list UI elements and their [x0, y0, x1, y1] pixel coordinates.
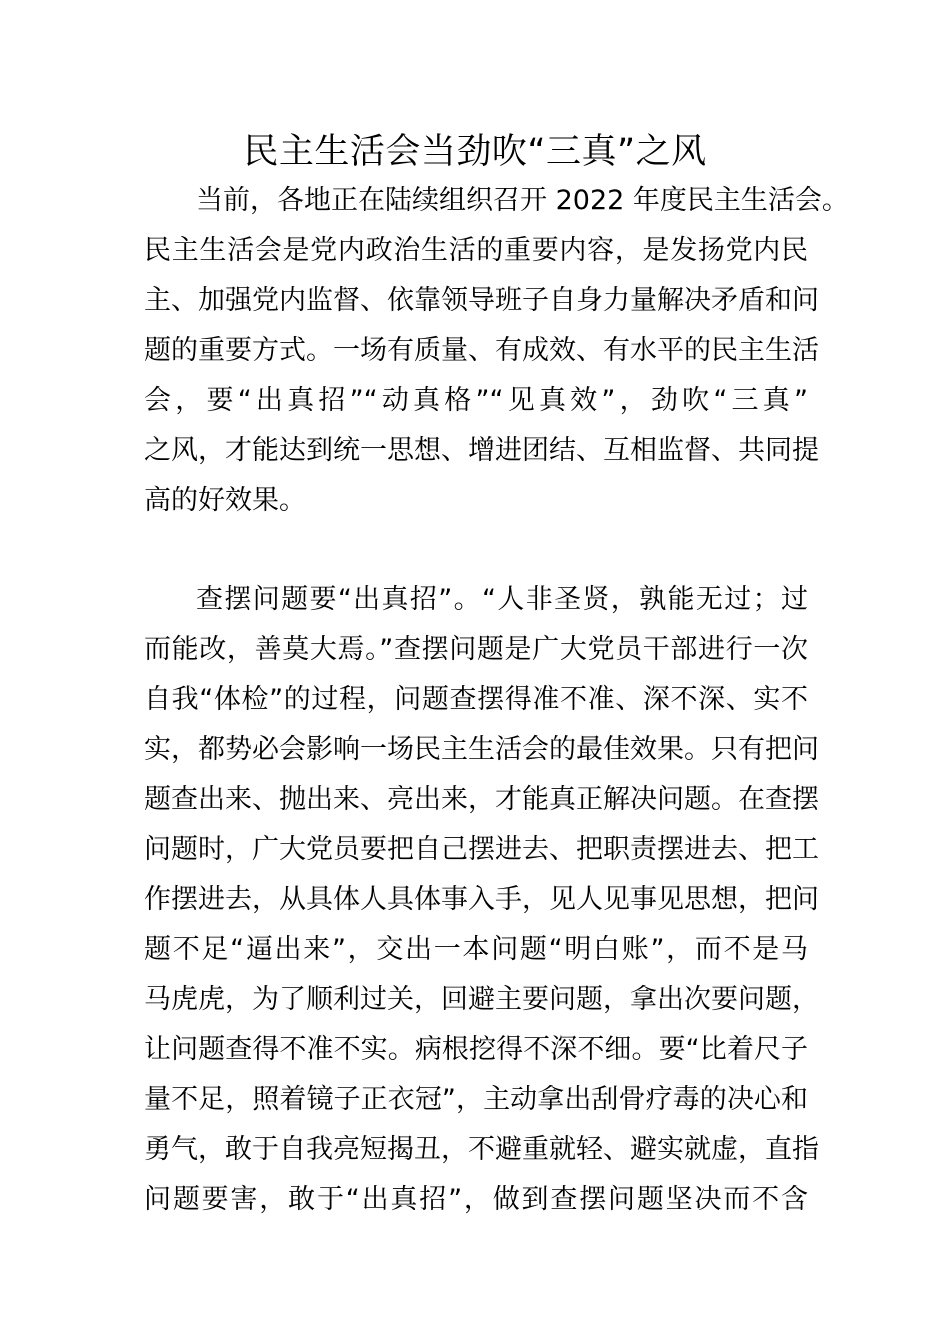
paragraph-line: 而能改，善莫大焉。”查摆问题是广大党员干部进行一次 [144, 634, 808, 665]
paragraph-line: 马虎虎，为了顺利过关，回避主要问题，拿出次要问题， [144, 984, 819, 1015]
paragraph-line: 主、加强党内监督、依靠领导班子自身力量解决矛盾和问 [144, 285, 819, 316]
paragraph-line: 勇气，敢于自我亮短揭丑，不避重就轻、避实就虚，直指 [144, 1134, 819, 1165]
paragraph-line: 让问题查得不准不实。病根挖得不深不细。要“比着尺子 [144, 1034, 808, 1065]
paragraph-line: 作摆进去，从具体人具体事入手，见人见事见思想，把问 [144, 884, 819, 915]
paragraph-line: 民主生活会是党内政治生活的重要内容，是发扬党内民 [144, 235, 808, 266]
paragraph-line: 题查出来、抛出来、亮出来，才能真正解决问题。在查摆 [144, 784, 819, 815]
paragraph-line: 会，要“出真招”“动真格”“见真效”，劲吹“三真” [144, 385, 808, 416]
document-title: 民主生活会当劲吹“三真”之风 [243, 132, 707, 172]
paragraph-line: 当前，各地正在陆续组织召开 2022 年度民主生活会。 [196, 185, 849, 216]
paragraph-line: 题的重要方式。一场有质量、有成效、有水平的民主生活 [144, 335, 819, 366]
paragraph-line: 查摆问题要“出真招”。“人非圣贤，孰能无过；过 [196, 584, 808, 615]
paragraph-line: 量不足，照着镜子正衣冠”，主动拿出刮骨疗毒的决心和 [144, 1084, 808, 1115]
paragraph-line: 自我“体检”的过程，问题查摆得准不准、深不深、实不 [144, 684, 808, 715]
paragraph-line: 之风，才能达到统一思想、增进团结、互相监督、共同提 [144, 435, 819, 466]
paragraph-line: 问题时，广大党员要把自己摆进去、把职责摆进去、把工 [144, 834, 819, 865]
paragraph-line: 问题要害，敢于“出真招”，做到查摆问题坚决而不含 [144, 1184, 808, 1215]
paragraph-line: 实，都势必会影响一场民主生活会的最佳效果。只有把问 [144, 734, 819, 765]
paragraph-line: 高的好效果。 [144, 485, 306, 516]
paragraph-line: 题不足“逼出来”，交出一本问题“明白账”，而不是马 [144, 934, 808, 965]
